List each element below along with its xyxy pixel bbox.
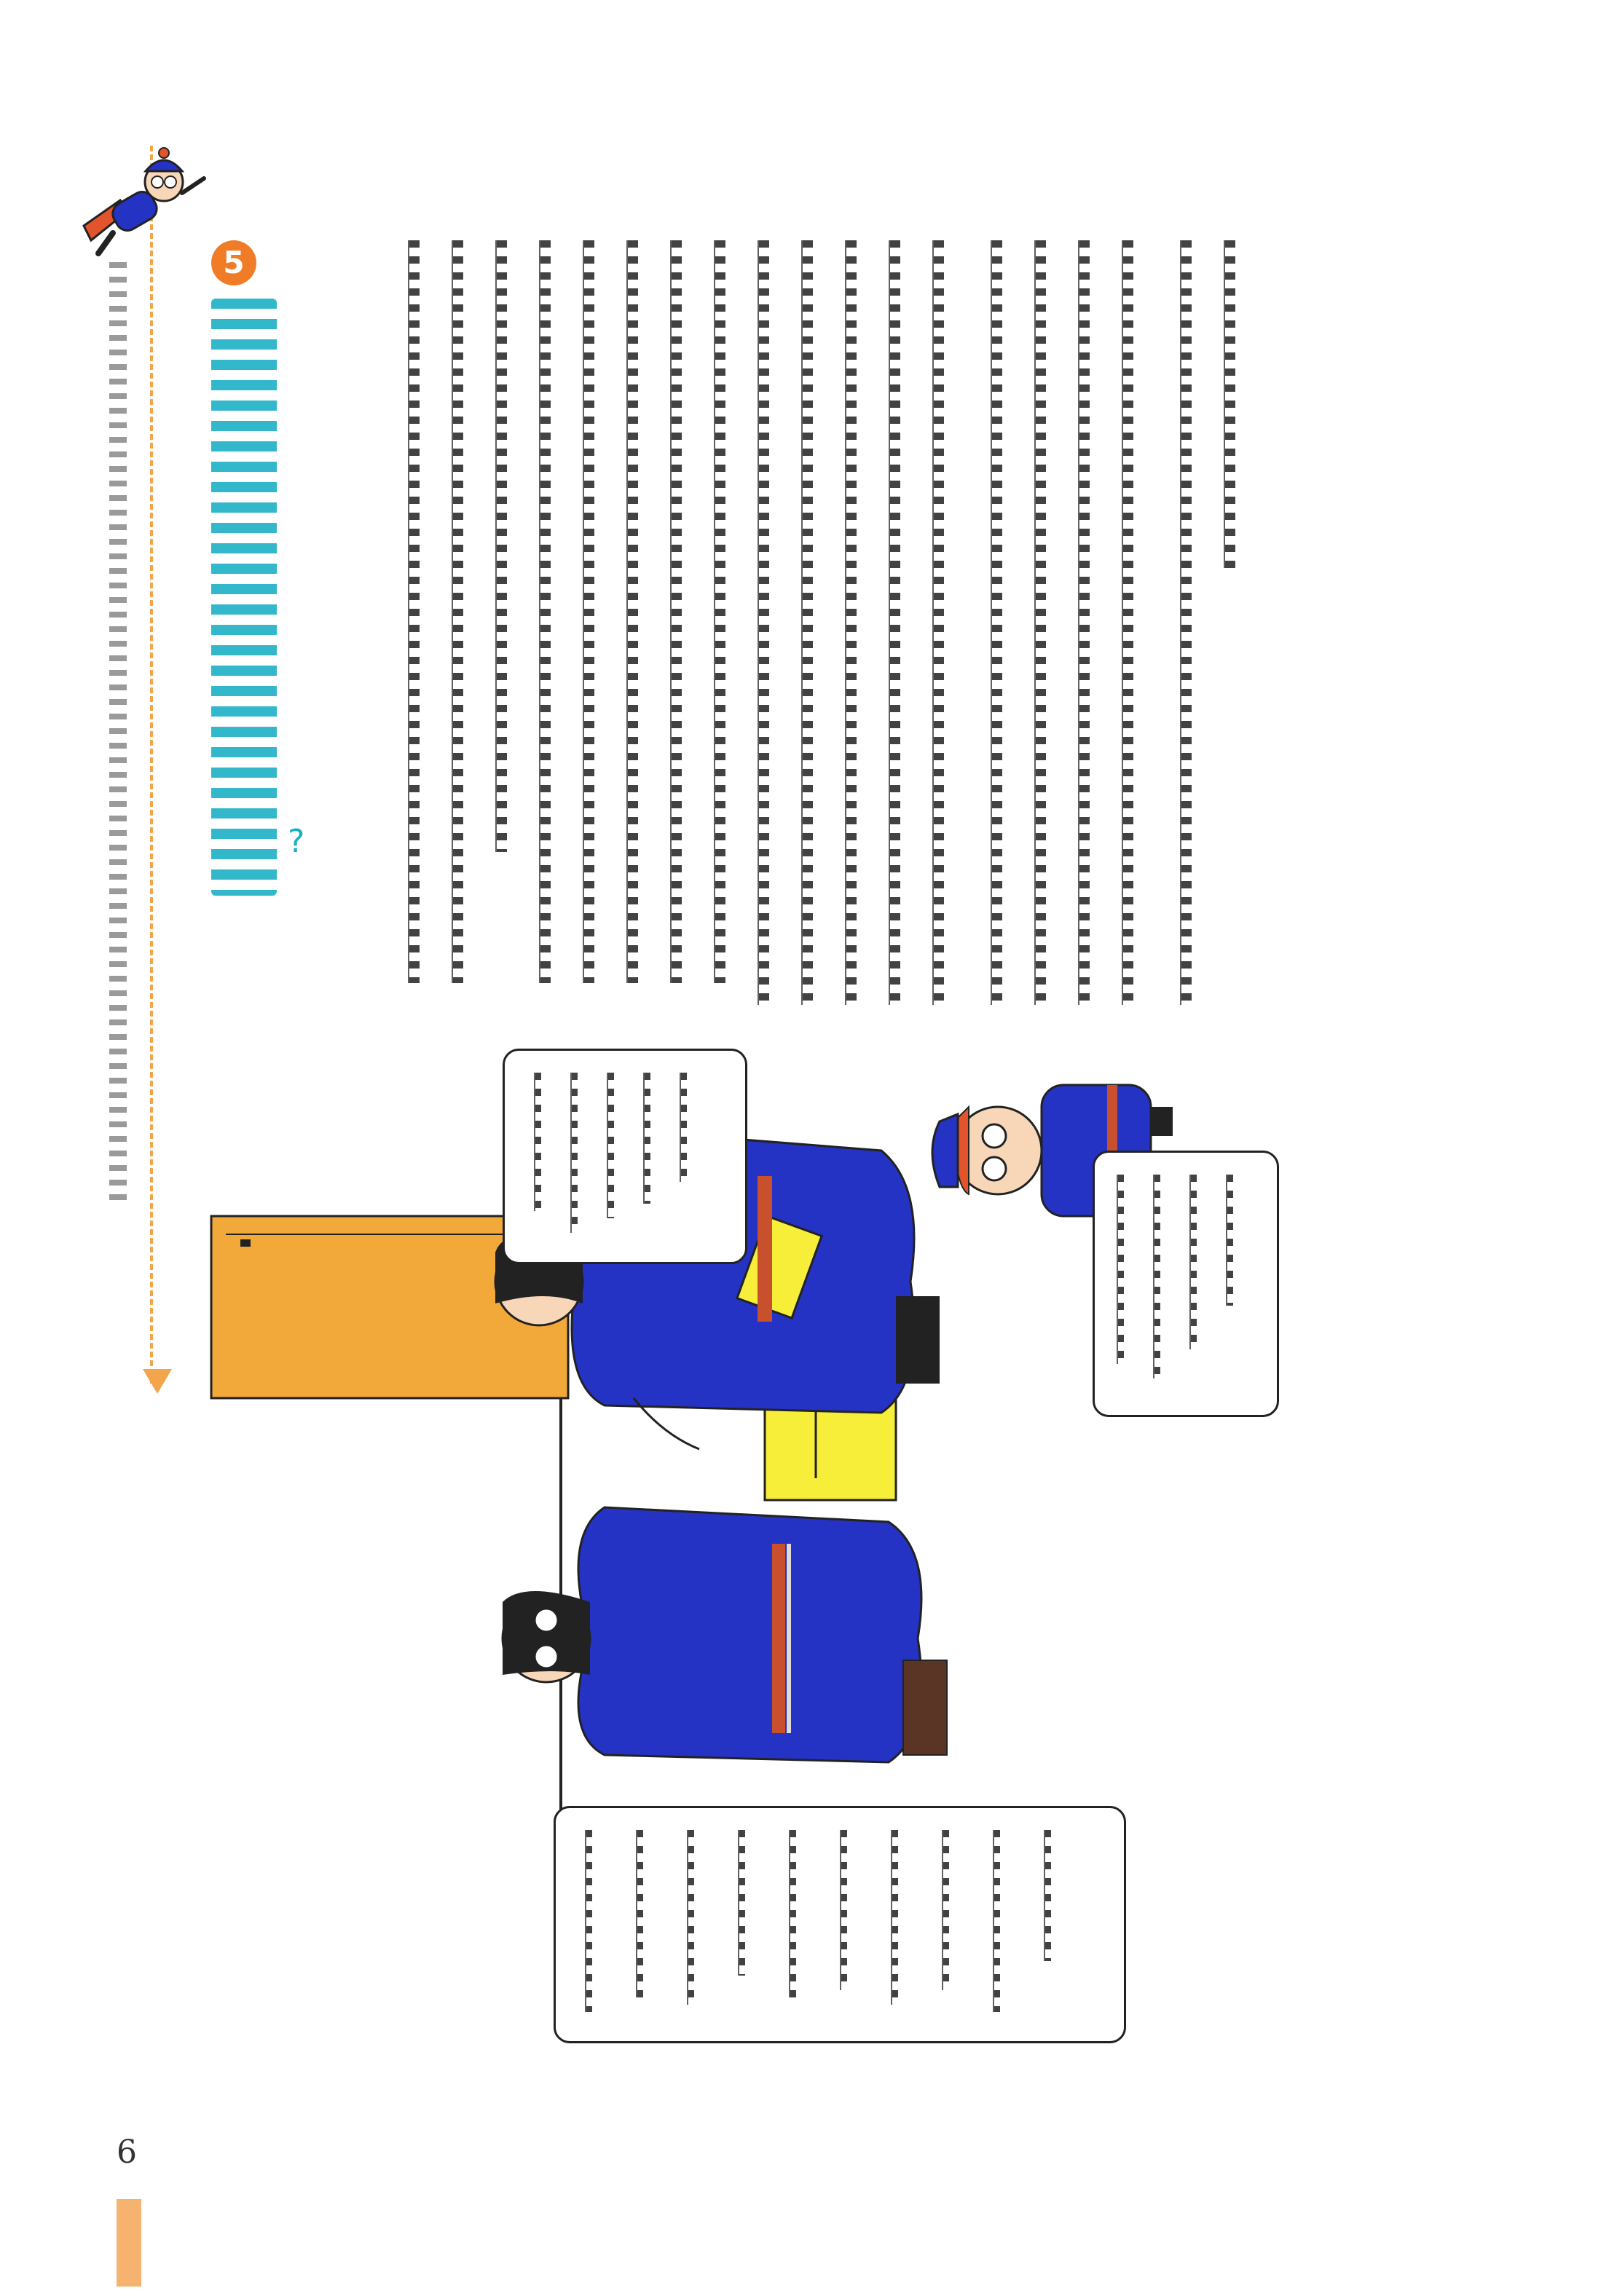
bubble-text-column [1153, 1175, 1160, 1378]
running-header [109, 262, 127, 1209]
text-column [714, 240, 725, 983]
margin-guide-line [150, 146, 153, 1384]
page-number: 6 [117, 2134, 137, 2171]
text-column [1078, 240, 1090, 1005]
bubble-text-column [891, 1830, 898, 2005]
text-column [1034, 240, 1046, 1005]
text-column [539, 240, 551, 983]
text-column [452, 240, 463, 983]
text-column [845, 240, 857, 1005]
bubble-text-column [687, 1830, 694, 2005]
bubble-text-column [840, 1830, 847, 1990]
bubble-text-column [636, 1830, 643, 1997]
text-column [583, 240, 594, 983]
bubble-text-column [789, 1830, 796, 1997]
section-title-question-mark: ? [288, 823, 305, 860]
bubble-text-column [607, 1073, 614, 1218]
speech-bubble-right [1093, 1151, 1279, 1417]
text-column [408, 240, 420, 983]
text-column [1122, 240, 1133, 1005]
text-column [801, 240, 813, 1005]
section-number-badge: 5 [211, 240, 256, 285]
text-column [1224, 240, 1235, 568]
section-title [211, 299, 277, 896]
bubble-text-column [738, 1830, 745, 1976]
bubble-text-column [570, 1073, 578, 1233]
page-edge-tab [117, 2199, 141, 2287]
text-column [495, 240, 507, 852]
bubble-text-column [1044, 1830, 1051, 1961]
text-column [626, 240, 638, 983]
bubble-text-column [534, 1073, 541, 1211]
bubble-text-column [643, 1073, 650, 1204]
bubble-text-column [942, 1830, 949, 1990]
bubble-text-column [1117, 1175, 1124, 1364]
speech-bubble-top [503, 1049, 747, 1264]
bubble-text-column [585, 1830, 592, 2012]
bubble-text-column [1226, 1175, 1233, 1306]
text-column [670, 240, 682, 983]
bubble-text-column [680, 1073, 687, 1182]
speech-bubble-bottom [554, 1806, 1126, 2043]
flying-boy-icon [69, 138, 215, 262]
text-column [932, 240, 944, 1005]
script-note [0, 0, 1, 1]
margin-arrow-icon [143, 1369, 172, 1394]
bubble-text-column [993, 1830, 1000, 2012]
text-column [758, 240, 769, 1005]
bubble-text-column [1189, 1175, 1197, 1349]
man-with-glasses [503, 1507, 947, 1762]
text-column [1180, 240, 1192, 1005]
text-column [889, 240, 900, 1005]
text-column [991, 240, 1002, 1005]
